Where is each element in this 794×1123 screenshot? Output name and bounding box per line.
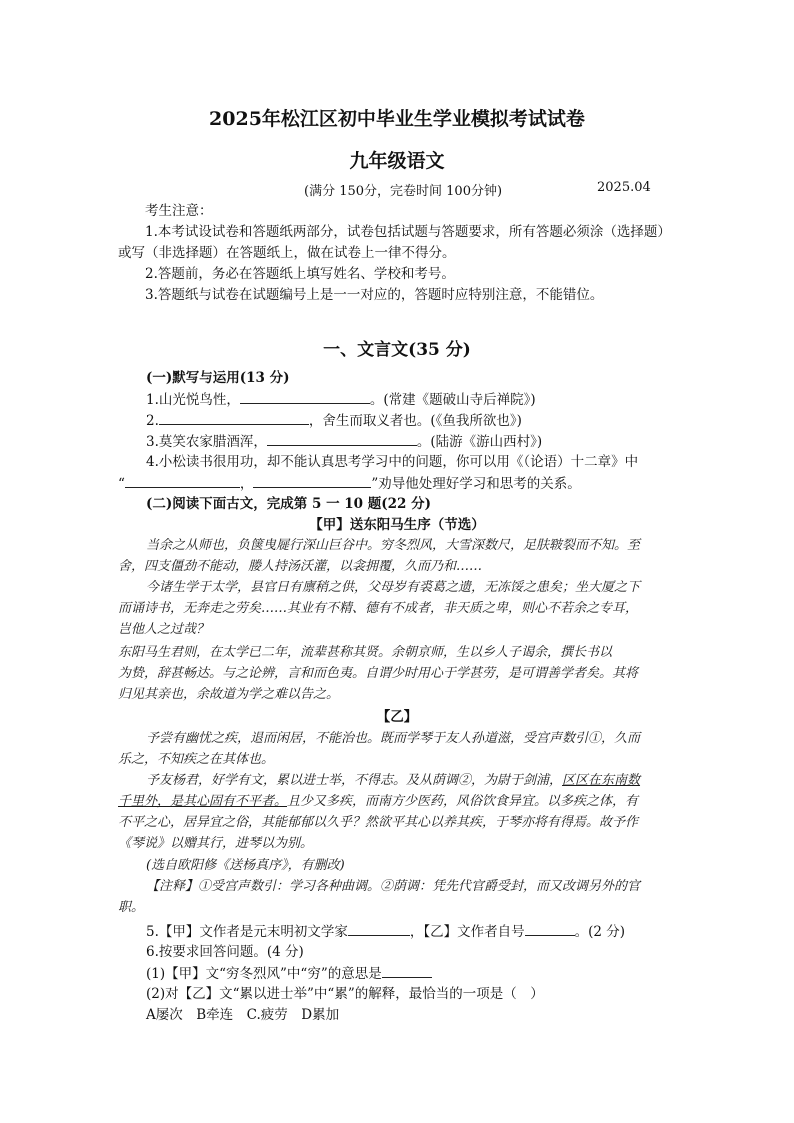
question-text: (1)【甲】文“穷冬烈风”中“穷”的意思是	[146, 966, 382, 982]
passage-text: 予友杨君，好学有文，累以进士举，不得志。及从荫调②，为尉于剑浦，	[146, 773, 563, 788]
question-text: ”劝导他处理好学习和思考的关系。	[371, 476, 581, 492]
question-2	[146, 410, 522, 431]
exam-info: (满分 150分，完卷时间 100分钟)	[304, 184, 503, 199]
answer-blank[interactable]	[382, 963, 432, 978]
answer-blank[interactable]	[348, 921, 410, 936]
passage-line: 归见其亲也，余故道为学之难以告之。	[118, 687, 340, 702]
question-text: 。(陆游《游山西村》)	[416, 434, 543, 450]
passage-line: 今诸生学于太学，县官日有廪稍之供，父母岁有裘葛之遗，无冻馁之患矣；坐大厦之下	[146, 580, 641, 595]
question-6-1	[146, 963, 432, 984]
passage-title: 【乙】	[376, 709, 418, 725]
underlined-text: 千里外，是其心固有不平者。	[118, 794, 288, 809]
answer-blank[interactable]	[125, 473, 240, 488]
notice-item: 2.答题前，务必在答题纸上填写姓名、学校和考号。	[145, 266, 455, 282]
question-text: “	[118, 476, 125, 492]
part-heading: (一)默写与运用(13 分)	[146, 370, 290, 386]
question-6-options: A屡次 B牵连 C.疲劳 D累加	[146, 1007, 340, 1023]
answer-blank[interactable]	[240, 389, 370, 404]
passage-line: 东阳马生君则，在太学已二年，流辈甚称其贤。余朝京师，生以乡人子谒余，撰长书以	[118, 645, 613, 660]
passage-line: 当余之从师也，负箧曳屣行深山巨谷中。穷冬烈风，大雪深数尺，足肤皲裂而不知。至	[146, 538, 641, 553]
passage-line: 乐之，不知疾之在其体也。	[118, 752, 275, 767]
passage-text: 且少又多疾，而南方少医药，风俗饮食异宜。以多疾之体，有	[287, 794, 639, 809]
notice-item: 1.本考试设试卷和答题纸两部分，试卷包括试题与答题要求，所有答题必须涂（选择题）	[145, 224, 671, 240]
passage-line: 《琴说》以赠其行，进琴以为别。	[118, 836, 314, 851]
passage-title: 【甲】送东阳马生序（节选）	[309, 517, 485, 533]
answer-blank[interactable]	[253, 473, 371, 488]
answer-blank[interactable]	[159, 410, 309, 425]
question-4: 4.小松读书很用功，却不能认真思考学习中的问题，你可以用《（论语）十二章》中	[146, 454, 639, 470]
part-heading: (二)阅读下面古文，完成第 5 一 10 题(22 分)	[146, 496, 432, 512]
question-text: 。(常建《题破山寺后禅院》)	[369, 392, 536, 408]
source-note: (选自欧阳修《送杨真序》，有删改)	[146, 858, 345, 873]
annotation: 【注释】①受宫声数引：学习各种曲调。②荫调：凭先代官爵受封，而又改调另外的官	[146, 879, 641, 894]
passage-line	[118, 792, 638, 812]
passage-line: 舍，四支僵劲不能动，媵人持汤沃灌，以衾拥覆，久而乃和……	[118, 559, 483, 574]
question-text: 5.【甲】文作者是元末明初文学家	[146, 924, 348, 940]
answer-blank[interactable]	[267, 431, 417, 446]
exam-title: 2025年松江区初中毕业生学业模拟考试试卷	[209, 108, 585, 130]
section-heading: 一、文言文(35 分)	[323, 340, 471, 360]
question-text: ，【乙】文作者自号	[409, 924, 525, 940]
question-text: 1.山光悦鸟性，	[146, 392, 240, 408]
notice-item: 或写（非选择题）在答题纸上，做在试卷上一律不得分。	[118, 245, 456, 261]
question-text: ，舍生而取义者也。(《鱼我所欲也》)	[308, 413, 522, 429]
question-3	[146, 431, 542, 452]
annotation: 职。	[118, 900, 145, 915]
exam-date: 2025.04	[597, 180, 651, 195]
passage-line: 予尝有幽忧之疾，退而闲居，不能治也。既而学琴于友人孙道滋，受宫声数引①，久而	[146, 731, 641, 746]
question-6: 6.按要求回答问题。(4 分)	[146, 944, 304, 960]
passage-line	[146, 771, 640, 791]
exam-subtitle: 九年级语文	[349, 150, 445, 172]
passage-line: 岂他人之过哉？	[118, 622, 210, 637]
answer-blank[interactable]	[525, 921, 575, 936]
notice-heading: 考生注意：	[145, 203, 213, 219]
question-1	[146, 389, 536, 410]
notice-item: 3.答题纸与试卷在试题编号上是一一对应的，答题时应特别注意，不能错位。	[145, 287, 604, 303]
passage-line: 不平之心，居异宜之俗，其能郁郁以久乎？然欲平其心以养其疾，于琴亦将有得焉。故予作	[118, 815, 639, 830]
question-5	[146, 921, 625, 942]
question-4-cont	[118, 473, 581, 494]
question-text: 。(2 分)	[574, 924, 626, 940]
question-text: 2.	[146, 413, 159, 429]
question-text: ，	[239, 476, 254, 492]
question-6-2: (2)对【乙】文“累以进士举”中“累”的解释，最恰当的一项是（ ）	[146, 986, 544, 1002]
passage-line: 为贽，辞甚畅达。与之论辨，言和而色夷。自谓少时用心于学甚劳，是可谓善学者矣。其将	[118, 666, 639, 681]
passage-line: 而诵诗书，无奔走之劳矣……其业有不精、德有不成者，非天质之卑，则心不若余之专耳，	[118, 601, 639, 616]
question-text: 3.莫笑农家腊酒浑，	[146, 434, 267, 450]
underlined-text: 区区在东南数	[562, 773, 641, 788]
